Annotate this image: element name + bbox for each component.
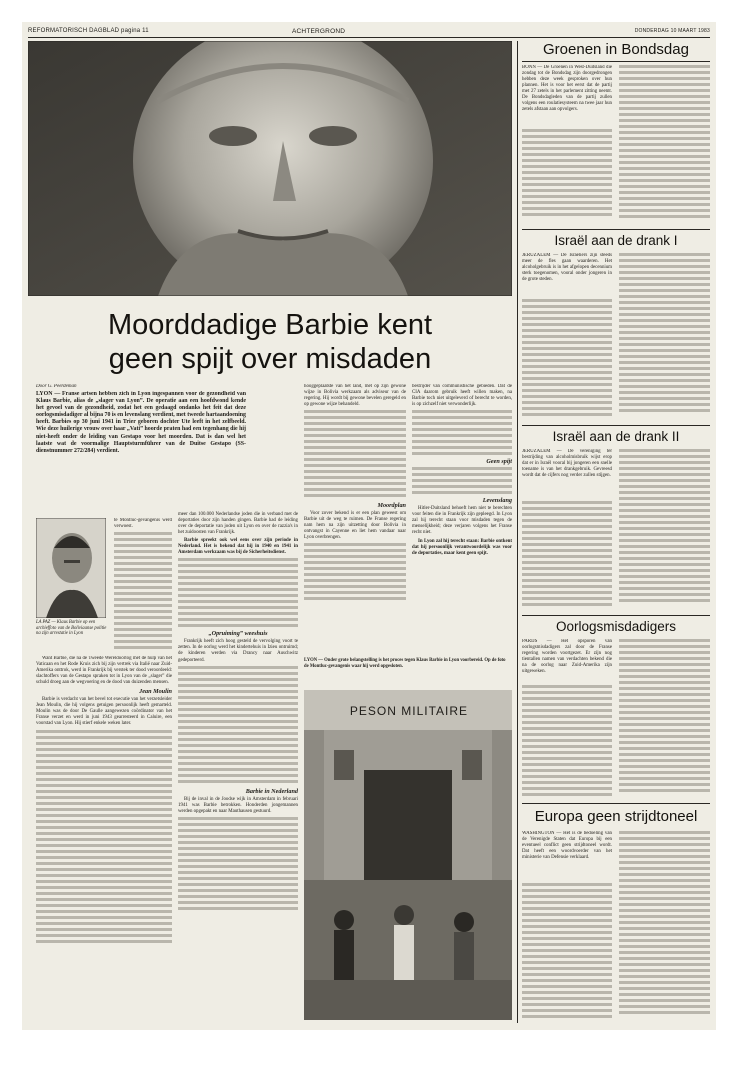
sidebar-filler-3b bbox=[619, 449, 710, 609]
col4-paragraph-1: bestrijder van communistische gebieden. Dat de CIA daarom gebruik heeft willen maken, na Barbie toch niet uitgeleverd of berecht te worden, is op zichzelf niet verwonderlijk. bbox=[412, 384, 512, 408]
sidebar-text-groenen bbox=[522, 65, 612, 127]
sidebar-filler-4a bbox=[522, 685, 612, 797]
barbie-portrait-photo bbox=[28, 41, 512, 296]
col1-top-paragraph: te Montluc-gevangenis werd verwoest. bbox=[114, 518, 172, 530]
sidebar bbox=[522, 41, 710, 1025]
sidebar-title-israel-1: Israël aan de drank I bbox=[554, 233, 678, 248]
sidebar-title-oorlogsmisdadigers: Oorlogsmisdadigers bbox=[555, 619, 677, 634]
sidebar-paragraph-israel-1: JERUZALEM — De Israëliers zijn steeds meer de fles gaan waarderen. Het alcoholgebruik is in het afgelopen decennium sterk toegenomen, vooral onder jongeren in de grote steden. bbox=[522, 253, 612, 283]
col2-paragraph-2: Frankrijk heeft zich hoog gesteld de vervolging voort te zetten. In de oorlog werd het kindertehuis in Izieu ontruimd; de kinderen werden via Drancy naar Auschwitz gedeporteerd. bbox=[178, 639, 298, 663]
subhead-geen-spijt: Geen spijt bbox=[486, 458, 512, 466]
subhead-opruiming-weeshuis: „Opruiming” weeshuis bbox=[208, 630, 268, 638]
subhead-moordplan: Moordplan bbox=[377, 502, 406, 510]
sidebar-rule bbox=[517, 41, 518, 1023]
newspaper-page bbox=[22, 22, 716, 1030]
sidebar-filler-2b bbox=[619, 253, 710, 419]
byline: Door G. Peerdeman bbox=[36, 384, 77, 389]
prison-sign: PESON MILITAIRE bbox=[349, 704, 469, 718]
subhead-levenslang: Levenslang bbox=[482, 497, 512, 505]
col3-filler-2 bbox=[304, 543, 406, 603]
subhead-jean-moulin: Jean Moulin bbox=[139, 688, 172, 696]
sidebar-filler-3a bbox=[522, 501, 612, 609]
col2-body bbox=[178, 384, 298, 1024]
sidebar-text-israel-2 bbox=[522, 449, 612, 499]
barbie-archive-photo bbox=[36, 518, 106, 618]
sidebar-text-israel-1 bbox=[522, 253, 612, 297]
sidebar-filler-1b bbox=[619, 65, 710, 223]
col2-filler-3 bbox=[178, 817, 298, 917]
sidebar-filler-4b bbox=[619, 639, 710, 797]
header-paper-name: REFORMATORISCH DAGBLAD pagina 11 bbox=[28, 28, 149, 34]
headline-line-2: geen spijt over misdaden bbox=[108, 343, 432, 375]
sidebar-filler-5a bbox=[522, 883, 612, 1021]
archive-photo-caption: LA PAZ — Klaus Barbie op een archieffoto van de Boliviaanse politie na zijn arrestatie in Lyon bbox=[36, 620, 107, 637]
col1-filler bbox=[36, 730, 172, 950]
col1-side-filler bbox=[114, 532, 172, 652]
col4-filler-1 bbox=[412, 410, 512, 456]
col4-bold-paragraph: In Lyon zal hij terecht staan: Barbie ontkent dat hij persoonlijk verantwoordelijk was voor de deportaties, maar kent geen spijt. bbox=[412, 538, 512, 556]
sidebar-section-rule-3 bbox=[522, 615, 710, 616]
col3-filler-1 bbox=[304, 410, 406, 500]
sidebar-title-europa: Europa geen strijdtoneel bbox=[534, 808, 698, 825]
sidebar-section-rule-2 bbox=[522, 425, 710, 426]
col3-body bbox=[304, 384, 406, 652]
sidebar-paragraph-groenen: BONN — De Groenen in West-Duitsland die zondag tot de Bondsdag zijn doorgedrongen hebben deze week gesproken over hun plannen. Het is voor het eerst dat de partij met 27 zetels in het parlement zitting neemt. De Bondsdagleden van de partij zullen volgens een roulatiesysteem na twee jaar hun zetels afstaan aan opvolgers. bbox=[522, 65, 612, 113]
lead-paragraph: LYON — Franse artsen hebben zich in Lyon ingespannen voor de gezondheid van Klaus Barbie, alias de „slager van Lyon”. De operatie aan een hoofdwond kende het gevoel van de gezondheid, zodat het een gedaagd ondanks het feit dat deze oorlogsmisdadiger al bijna 70 is en levenslang verdient, met tweede hartaandoening heeft. Barbies op 30 juni 1941 in Trier geboren dochter Ute leeft in het zelfbeeld. Wie deze huilerige vrouw over haar „Vati” hoorde praten had een tegenhang die hij niet-heeft onder de leiding van Gestapo voor het moorden. Dat is dan wel het laatste wat de voormalige Hauptsturmführer van de Duitse Gestapo (SS-dienstnummer 272/284) verdient. bbox=[36, 391, 246, 454]
prison-photo bbox=[304, 690, 512, 1020]
sidebar-paragraph-israel-2: JERUZALEM — De vereniging ter bestrijding van alcoholmisbruik wijst erop dat er in Israël vooral bij jongeren een snelle toename is van het drankgebruik. Gevreesd wordt dat de cijfers nog verder zullen stijgen. bbox=[522, 449, 612, 479]
sidebar-paragraph-oorlogsmisdadigers: PARIJS — Het opsporen van oorlogsmisdadigers zal door de Franse regering worden voortgezet. Er zijn nog tientallen namen van verdachten bekend die na de oorlog naar Zuid-Amerika zijn uitgeweken. bbox=[522, 639, 612, 675]
col2-paragraph-1: meer dan 100.000 Nederlandse joden die in verband met de deportaties door zijn handen gingen. Barbie had de leiding over de deportatie van joden uit Lyon en over de razzia's in het zuidoosten van Frankrijk. bbox=[178, 512, 298, 536]
col1-body bbox=[36, 656, 172, 1026]
subhead-barbie-in-nederland: Barbie in Nederland bbox=[245, 787, 298, 795]
sidebar-paragraph-europa: WASHINGTON — Het is de bedoeling van de Verenigde Staten dat Europa bij een eventueel conflict geen strijdtoneel wordt. Dat heeft een woordvoerder van het ministerie van Defensie verklaard. bbox=[522, 831, 612, 861]
sidebar-filler-5b bbox=[619, 831, 710, 1021]
col4-paragraph-2: Hitler-Duitsland behoeft hem niet te berechten voor feiten die in Frankrijk zijn gepleegd. In Lyon zal hij terecht staan voor misdaden tegen de menselijkheid; deze verjaren volgens het Franse recht niet. bbox=[412, 506, 512, 536]
sidebar-filler-1a bbox=[522, 129, 612, 223]
col4-filler-2 bbox=[412, 467, 512, 495]
sidebar-title-groenen: Groenen in Bondsdag bbox=[543, 41, 689, 58]
sidebar-text-europa bbox=[522, 831, 612, 881]
header-rule bbox=[28, 37, 710, 38]
main-headline bbox=[28, 308, 512, 376]
col2-filler-1 bbox=[178, 558, 298, 628]
col4-body bbox=[412, 384, 512, 652]
sidebar-text-oorlogsmisdadigers bbox=[522, 639, 612, 683]
sidebar-title-israel-2: Israël aan de drank II bbox=[552, 429, 680, 444]
prison-photo-caption: LYON — Onder grote belangstelling is het proces tegen Klaus Barbie in Lyon voorbereid. Op de foto de Montluc-gevangenis waar hij werd opgesloten. bbox=[304, 658, 506, 669]
header-date: DONDERDAG 10 MAART 1983 bbox=[634, 28, 710, 34]
col2-filler-2 bbox=[178, 666, 298, 786]
headline-line-1: Moorddadige Barbie kent bbox=[107, 309, 433, 341]
col2-paragraph-3: Bij de inval in de Joodse wijk in Amsterdam in februari 1941 was Barbie betrokken. Honderden jongemannen werden opgepakt en naar Mauthausen gestuurd. bbox=[178, 796, 298, 814]
sidebar-title-rule-1 bbox=[522, 61, 710, 62]
col3-paragraph-1: hooggeplaatste van het land, met op zijn gewone wijze in Bolivia werkzaam als adviseur van de regering. Hij wordt bij gewone bevelen geregeld en op gewone wijze behandeld. bbox=[304, 384, 406, 408]
header-section: ACHTERGROND bbox=[292, 28, 346, 35]
sidebar-filler-2a bbox=[522, 299, 612, 419]
col2-bold-paragraph: Barbie spreekt ook wel eens over zijn periode in Nederland. Het is bekend dat hij in 1940 en 1941 in Amsterdam werkzaam was bij de Sicherheitsdienst. bbox=[178, 538, 298, 556]
col3-paragraph-2: Voor zover bekend is er een plan geweest om Barbie uit de weg te ruimen. De Franse regering nam hem na zijn uitzetting door Bolivia in ontvangst in Cayenne en liet hem vandaar naar Lyon overbrengen. bbox=[304, 511, 406, 541]
sidebar-section-rule-1 bbox=[522, 229, 710, 230]
col1-paragraph-2: Barbie is verdacht van het bevel tot executie van het verzetsleider Jean Moulin, die hij volgens getuigen persoonlijk heeft gemarteld. Moulin was de door De Gaulle aangewezen coördinator van het Franse verzet en werd in juni 1943 gearresteerd in Caluire, een voorstad van Lyon. Hij stierf enkele weken later. bbox=[36, 697, 172, 727]
sidebar-section-rule-4 bbox=[522, 803, 710, 804]
col1-paragraph-1: Want Barbie, die na de Tweede Wereldoorlog met de hulp van het Vaticaan en het Rode Kruis zich bij zijn vertrek via Italië naar Zuid-Amerika onttrok, werd in Frankrijk bij verstek ter dood veroordeeld: slachtoffers van de Gestapo spraken tot in Lyon van de „slager” die schuld droeg aan de wegvoering en de dood van duizenden mensen. bbox=[36, 656, 172, 686]
